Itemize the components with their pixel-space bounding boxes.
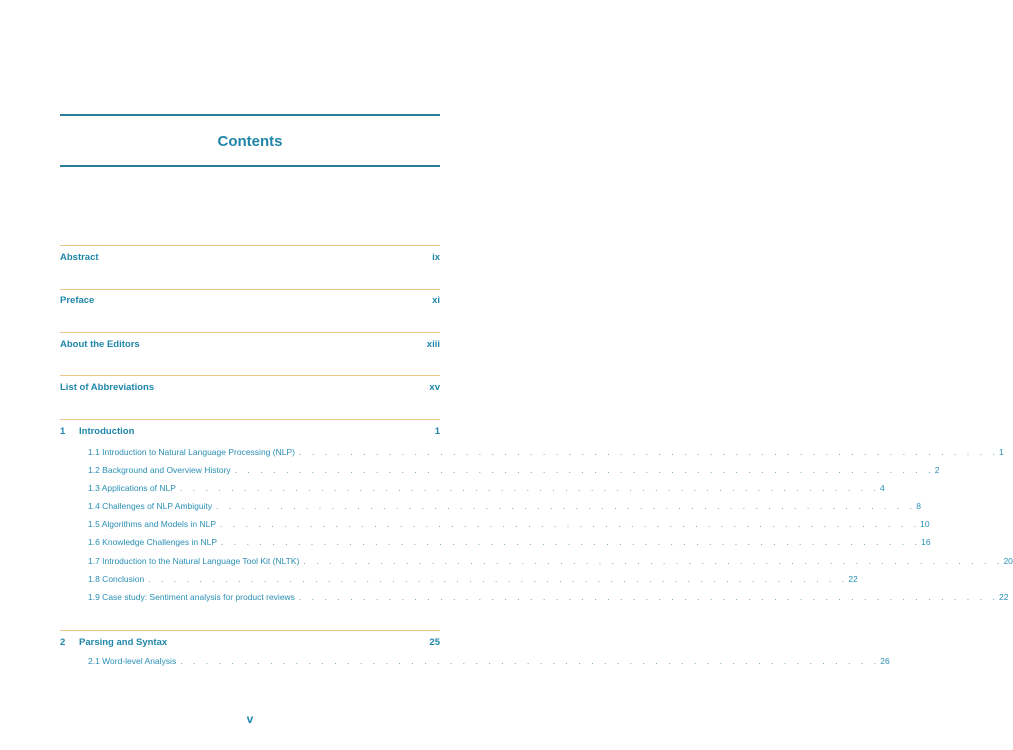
section-title: 1.7 Introduction to the Natural Language Tool Kit (NLTK) [88, 556, 300, 566]
section-title: 1.8 Conclusion [88, 574, 145, 584]
divider [60, 289, 440, 290]
chapter-number: 2 [60, 637, 66, 648]
page-number: v [246, 712, 254, 726]
title-top-rule [60, 114, 440, 116]
leader-dots: . . . . . . . . . . . . . . . . . . . . . . . . . . . . . . . . . . . . . . . . . . . . . . . . . . . . . . . [303, 557, 1004, 566]
chapter-title: Parsing and Syntax [79, 637, 168, 648]
section-page: 4 [879, 483, 885, 493]
toc-section[interactable] [88, 656, 890, 669]
section-page: 22 [999, 592, 1009, 602]
toc-entry-page: xiii [426, 339, 440, 350]
section-page: 16 [921, 537, 931, 547]
toc-entry-label: Preface [60, 295, 95, 306]
leader-dots: . . . . . . . . . . . . . . . . . . . . . . . . . . . . . . . . . . . . . . . . . . . . . . . . . . . . . . . [220, 520, 921, 529]
section-title: 1.5 Algorithms and Models in NLP [88, 519, 217, 529]
leader-dots: . . . . . . . . . . . . . . . . . . . . . . . . . . . . . . . . . . . . . . . . . . . . . . . . . . . . . . . [148, 575, 849, 584]
section-page: 1 [999, 447, 1004, 457]
toc-section[interactable] [88, 447, 1004, 460]
section-page: 22 [848, 574, 858, 584]
section-title: 1.3 Applications of NLP [88, 483, 176, 493]
toc-section[interactable] [88, 537, 931, 550]
page-title: Contents [217, 133, 283, 150]
divider [60, 630, 440, 631]
leader-dots: . . . . . . . . . . . . . . . . . . . . . . . . . . . . . . . . . . . . . . . . . . . . . . . . . . . . . . . [298, 448, 1000, 457]
section-page: 20 [1003, 556, 1013, 566]
section-title: 1.1 Introduction to Natural Language Processing (NLP) [88, 447, 295, 457]
leader-dots: . . . . . . . . . . . . . . . . . . . . . . . . . . . . . . . . . . . . . . . . . . . . . . . . . . . . . . . [298, 593, 1000, 602]
toc-section[interactable] [88, 465, 940, 478]
leader-dots: . . . . . . . . . . . . . . . . . . . . . . . . . . . . . . . . . . . . . . . . . . . . . . . . . . . . . . . [216, 502, 917, 511]
toc-entry-label: List of Abbreviations [60, 382, 155, 393]
leader-dots: . . . . . . . . . . . . . . . . . . . . . . . . . . . . . . . . . . . . . . . . . . . . . . . . . . . . . . . [221, 538, 922, 547]
toc-entry-preface[interactable] [60, 295, 440, 306]
toc-entry-page: xv [429, 382, 440, 393]
section-page: 2 [934, 465, 940, 475]
section-page: 8 [916, 501, 921, 511]
divider [60, 332, 440, 333]
divider [60, 419, 440, 420]
toc-section[interactable] [88, 592, 1009, 605]
section-title: 1.4 Challenges of NLP Ambiguity [88, 501, 213, 511]
toc-entry-abbreviations[interactable] [60, 382, 440, 393]
divider [60, 245, 440, 246]
toc-entry-abstract[interactable] [60, 252, 440, 263]
leader-dots: . . . . . . . . . . . . . . . . . . . . . . . . . . . . . . . . . . . . . . . . . . . . . . . . . . . . . . . [180, 657, 881, 666]
section-title: 1.6 Knowledge Challenges in NLP [88, 537, 218, 547]
divider [60, 375, 440, 376]
toc-entry-about-editors[interactable] [60, 339, 440, 350]
toc-section[interactable] [88, 483, 885, 496]
toc-section[interactable] [88, 501, 921, 514]
chapter-number: 1 [60, 426, 66, 437]
toc-entry-page: ix [432, 252, 440, 263]
leader-dots: . . . . . . . . . . . . . . . . . . . . . . . . . . . . . . . . . . . . . . . . . . . . . . . . . . . . . . . [234, 466, 935, 475]
toc-entry-label: Abstract [60, 252, 99, 263]
leader-dots: . . . . . . . . . . . . . . . . . . . . . . . . . . . . . . . . . . . . . . . . . . . . . . . . . . . . . . . [179, 484, 880, 493]
toc-section[interactable] [88, 519, 930, 532]
section-title: 1.9 Case study: Sentiment analysis for product reviews [88, 592, 295, 602]
section-title: 1.2 Background and Overview History [88, 465, 231, 475]
toc-entry-label: About the Editors [60, 339, 140, 350]
section-page: 26 [880, 656, 890, 666]
section-title: 2.1 Word-level Analysis [88, 656, 177, 666]
chapter-page: 25 [429, 637, 440, 648]
section-page: 10 [920, 519, 930, 529]
chapter-page: 1 [434, 426, 440, 437]
toc-entry-page: xi [432, 295, 440, 306]
chapter-title: Introduction [79, 426, 135, 437]
toc-section[interactable] [88, 556, 1013, 569]
toc-section[interactable] [88, 574, 858, 587]
title-bottom-rule [60, 165, 440, 167]
